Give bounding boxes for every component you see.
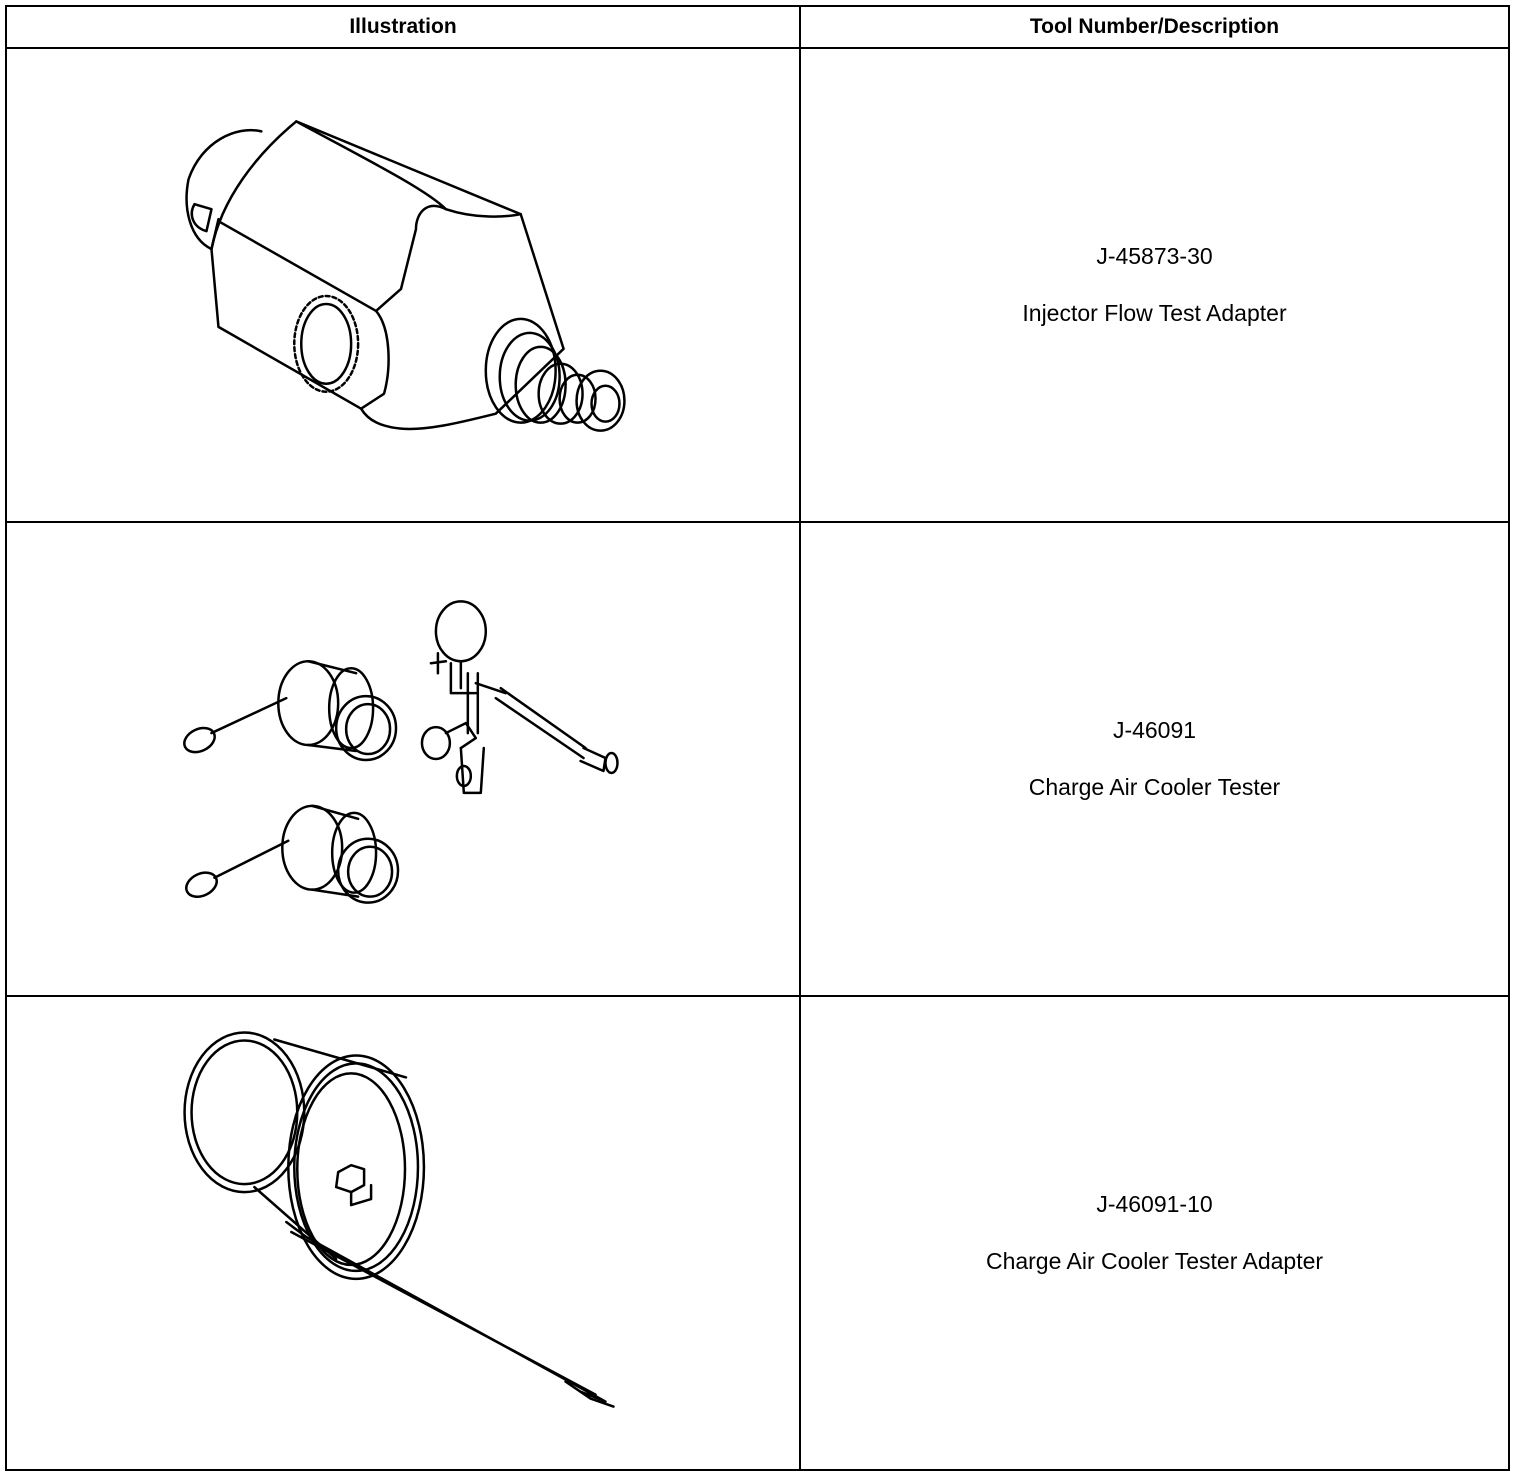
tool-number: J-46091 [1112,717,1197,743]
table-row [6,48,1509,522]
tool-description-cell [800,48,1509,522]
tool-description-cell [800,522,1509,996]
tool-description: Charge Air Cooler Tester Adapter [985,1248,1324,1274]
illustration-column-header: Illustration [6,6,800,48]
injector-flow-test-adapter-icon [7,49,799,521]
tool-description: Injector Flow Test Adapter [1022,300,1287,326]
tool-description-cell [800,996,1509,1470]
tool-number: J-46091-10 [1096,1191,1213,1217]
table-row [6,522,1509,996]
illustration-cell [6,48,800,522]
tool-number: J-45873-30 [1096,243,1213,269]
tool-description: Charge Air Cooler Tester [1028,774,1281,800]
charge-air-cooler-tester-adapter-icon [7,997,799,1469]
tool-column-header: Tool Number/Description [800,6,1509,48]
table-header-row [6,6,1509,48]
illustration-cell [6,996,800,1470]
table-row [6,996,1509,1470]
charge-air-cooler-tester-icon [7,523,799,995]
illustration-cell [6,522,800,996]
special-tools-table [5,5,1510,1471]
